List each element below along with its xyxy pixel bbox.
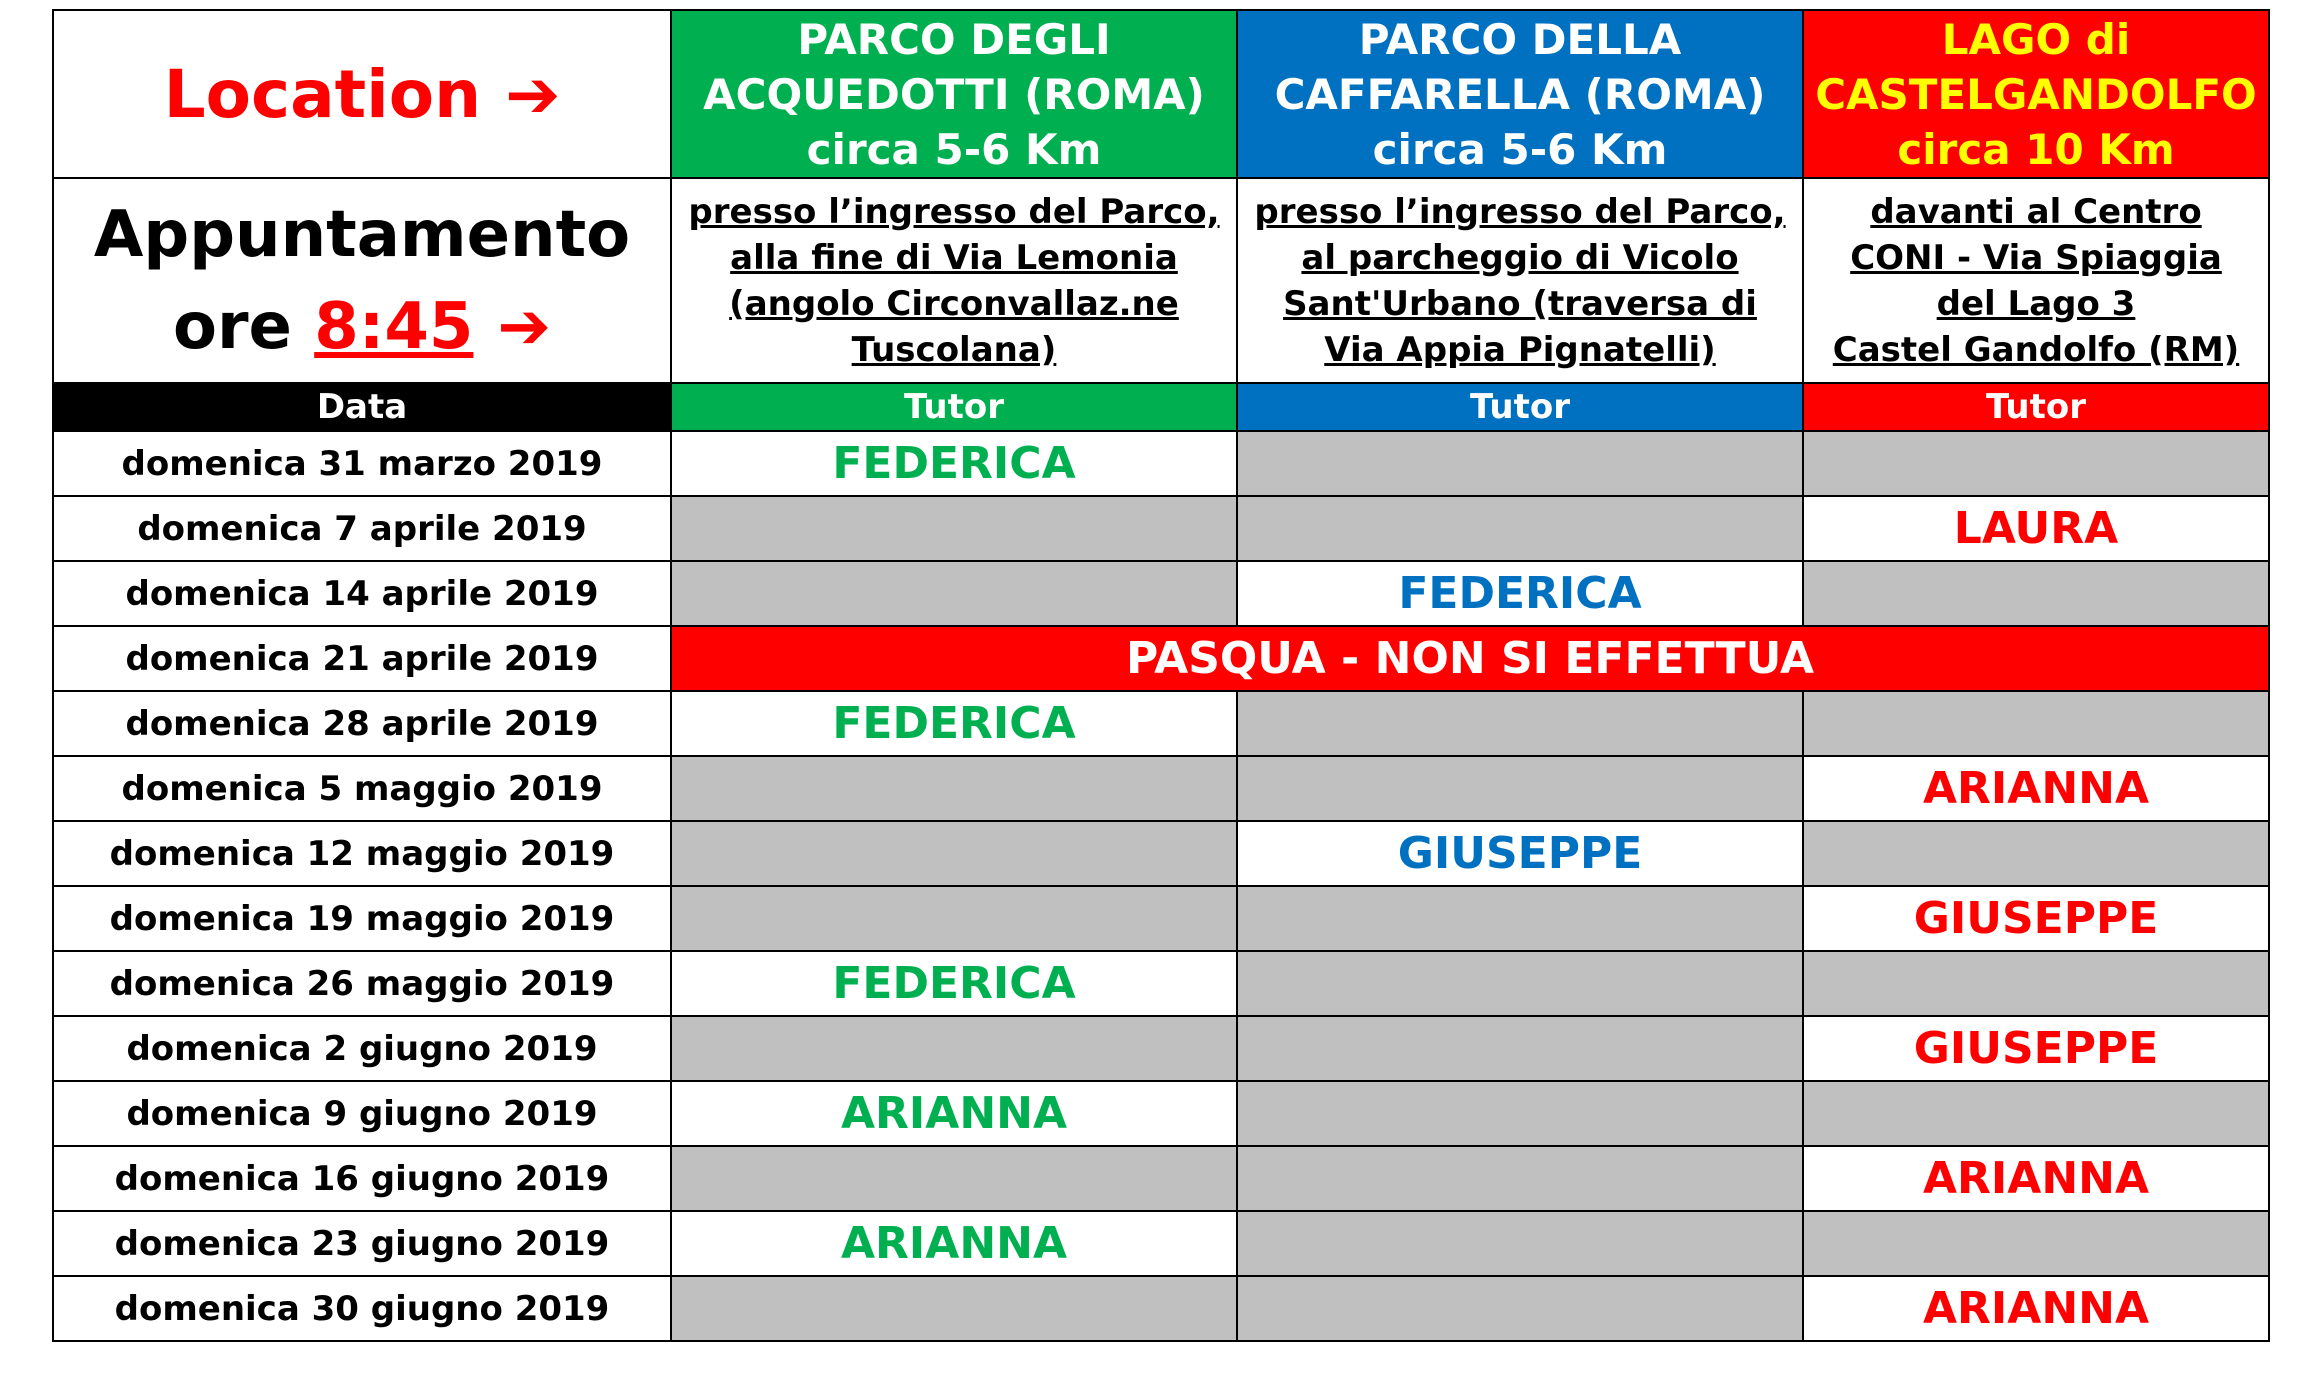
address-line: Castel Gandolfo (RM): [1832, 329, 2240, 370]
empty-cell: [1237, 756, 1803, 821]
appointment-row: [53, 178, 2269, 383]
address-line: Tuscolana): [851, 329, 1057, 370]
appointment-label: Appuntamento: [93, 197, 631, 272]
appointment-time: 8:45: [314, 289, 474, 364]
right-arrow-icon: ➔: [505, 55, 561, 133]
date-cell: domenica 23 giugno 2019: [53, 1211, 671, 1276]
table-row: [53, 1276, 2269, 1341]
empty-cell: [1803, 1211, 2269, 1276]
date-cell: domenica 19 maggio 2019: [53, 886, 671, 951]
date-cell: domenica 30 giugno 2019: [53, 1276, 671, 1341]
tutor-column-header: Tutor: [1237, 383, 1803, 431]
table-row: [53, 821, 2269, 886]
empty-cell: [1803, 951, 2269, 1016]
table-row: [53, 756, 2269, 821]
address-line: al parcheggio di Vicolo: [1301, 237, 1739, 278]
park-castelgandolfo-name: [1803, 10, 2269, 178]
table-row: [53, 1146, 2269, 1211]
address-line: CONI - Via Spiaggia: [1850, 237, 2222, 278]
tutor-cell: ARIANNA: [1803, 1276, 2269, 1341]
park-acquedotti-address: [671, 178, 1237, 383]
empty-cell: [671, 496, 1237, 561]
empty-cell: [1237, 1276, 1803, 1341]
address-line: alla fine di Via Lemonia: [730, 237, 1178, 278]
empty-cell: [1237, 1081, 1803, 1146]
park-acquedotti-name: [671, 10, 1237, 178]
park-name-line: CASTELGANDOLFO: [1815, 69, 2257, 119]
tutor-cell: ARIANNA: [1803, 1146, 2269, 1211]
appointment-time-line: [54, 281, 670, 373]
address-line: Sant'Urbano (traversa di: [1283, 283, 1757, 324]
empty-cell: [671, 821, 1237, 886]
date-cell: domenica 31 marzo 2019: [53, 431, 671, 496]
address-line: presso l’ingresso del Parco,: [1254, 191, 1786, 232]
table-row: [53, 561, 2269, 626]
tutor-cell: ARIANNA: [1803, 756, 2269, 821]
date-cell: domenica 2 giugno 2019: [53, 1016, 671, 1081]
table-row: [53, 886, 2269, 951]
park-name-line: CAFFARELLA (ROMA): [1274, 69, 1766, 119]
table-row: [53, 496, 2269, 561]
appointment-label-cell: [53, 178, 671, 383]
address-line: del Lago 3: [1936, 283, 2136, 324]
empty-cell: [671, 886, 1237, 951]
park-name-line: PARCO DELLA: [1358, 14, 1682, 64]
address-line: (angolo Circonvallaz.ne: [729, 283, 1179, 324]
date-cell: domenica 26 maggio 2019: [53, 951, 671, 1016]
empty-cell: [1237, 1146, 1803, 1211]
park-caffarella-address: [1237, 178, 1803, 383]
location-label: Location: [163, 55, 482, 133]
table-row: [53, 431, 2269, 496]
tutor-column-header: Tutor: [1803, 383, 2269, 431]
date-cell: domenica 16 giugno 2019: [53, 1146, 671, 1211]
empty-cell: [1803, 691, 2269, 756]
date-cell: domenica 14 aprile 2019: [53, 561, 671, 626]
location-row: [53, 10, 2269, 178]
date-cell: domenica 21 aprile 2019: [53, 626, 671, 691]
table-row: [53, 626, 2269, 691]
park-name-line: LAGO di: [1941, 14, 2131, 64]
tutor-cell: GIUSEPPE: [1803, 886, 2269, 951]
date-column-header: Data: [53, 383, 671, 431]
address-line: davanti al Centro: [1870, 191, 2202, 232]
empty-cell: [1803, 431, 2269, 496]
address-line: presso l’ingresso del Parco,: [688, 191, 1220, 232]
tutor-cell: LAURA: [1803, 496, 2269, 561]
table-row: [53, 1211, 2269, 1276]
time-prefix: ore: [172, 289, 315, 364]
empty-cell: [1803, 561, 2269, 626]
tutor-cell: GIUSEPPE: [1803, 1016, 2269, 1081]
park-caffarella-name: [1237, 10, 1803, 178]
date-cell: domenica 12 maggio 2019: [53, 821, 671, 886]
table-row: [53, 1016, 2269, 1081]
table-row: [53, 691, 2269, 756]
empty-cell: [671, 1146, 1237, 1211]
empty-cell: [1803, 1081, 2269, 1146]
tutor-cell: ARIANNA: [671, 1211, 1237, 1276]
empty-cell: [671, 756, 1237, 821]
tutor-cell: FEDERICA: [671, 691, 1237, 756]
empty-cell: [1237, 691, 1803, 756]
empty-cell: [1803, 821, 2269, 886]
date-cell: domenica 7 aprile 2019: [53, 496, 671, 561]
park-castelgandolfo-address: [1803, 178, 2269, 383]
right-arrow-icon: ➔: [497, 289, 552, 364]
column-header-row: [53, 383, 2269, 431]
empty-cell: [671, 561, 1237, 626]
schedule-table: [52, 9, 2270, 1342]
park-name-line: ACQUEDOTTI (ROMA): [703, 69, 1205, 119]
empty-cell: [1237, 1211, 1803, 1276]
park-distance: circa 5-6 Km: [1372, 124, 1668, 174]
date-cell: domenica 5 maggio 2019: [53, 756, 671, 821]
park-distance: circa 10 Km: [1897, 124, 2175, 174]
date-cell: domenica 9 giugno 2019: [53, 1081, 671, 1146]
tutor-cell: FEDERICA: [671, 951, 1237, 1016]
address-line: Via Appia Pignatelli): [1324, 329, 1716, 370]
park-name-line: PARCO DEGLI: [797, 14, 1111, 64]
table-row: [53, 951, 2269, 1016]
tutor-cell: GIUSEPPE: [1237, 821, 1803, 886]
date-cell: domenica 28 aprile 2019: [53, 691, 671, 756]
tutor-column-header: Tutor: [671, 383, 1237, 431]
tutor-cell: ARIANNA: [671, 1081, 1237, 1146]
empty-cell: [671, 1276, 1237, 1341]
empty-cell: [1237, 886, 1803, 951]
holiday-cell: PASQUA - NON SI EFFETTUA: [671, 626, 2269, 691]
empty-cell: [1237, 1016, 1803, 1081]
tutor-cell: FEDERICA: [1237, 561, 1803, 626]
empty-cell: [1237, 431, 1803, 496]
park-distance: circa 5-6 Km: [806, 124, 1102, 174]
empty-cell: [1237, 496, 1803, 561]
tutor-cell: FEDERICA: [671, 431, 1237, 496]
table-row: [53, 1081, 2269, 1146]
empty-cell: [671, 1016, 1237, 1081]
empty-cell: [1237, 951, 1803, 1016]
location-label-cell: [53, 10, 671, 178]
